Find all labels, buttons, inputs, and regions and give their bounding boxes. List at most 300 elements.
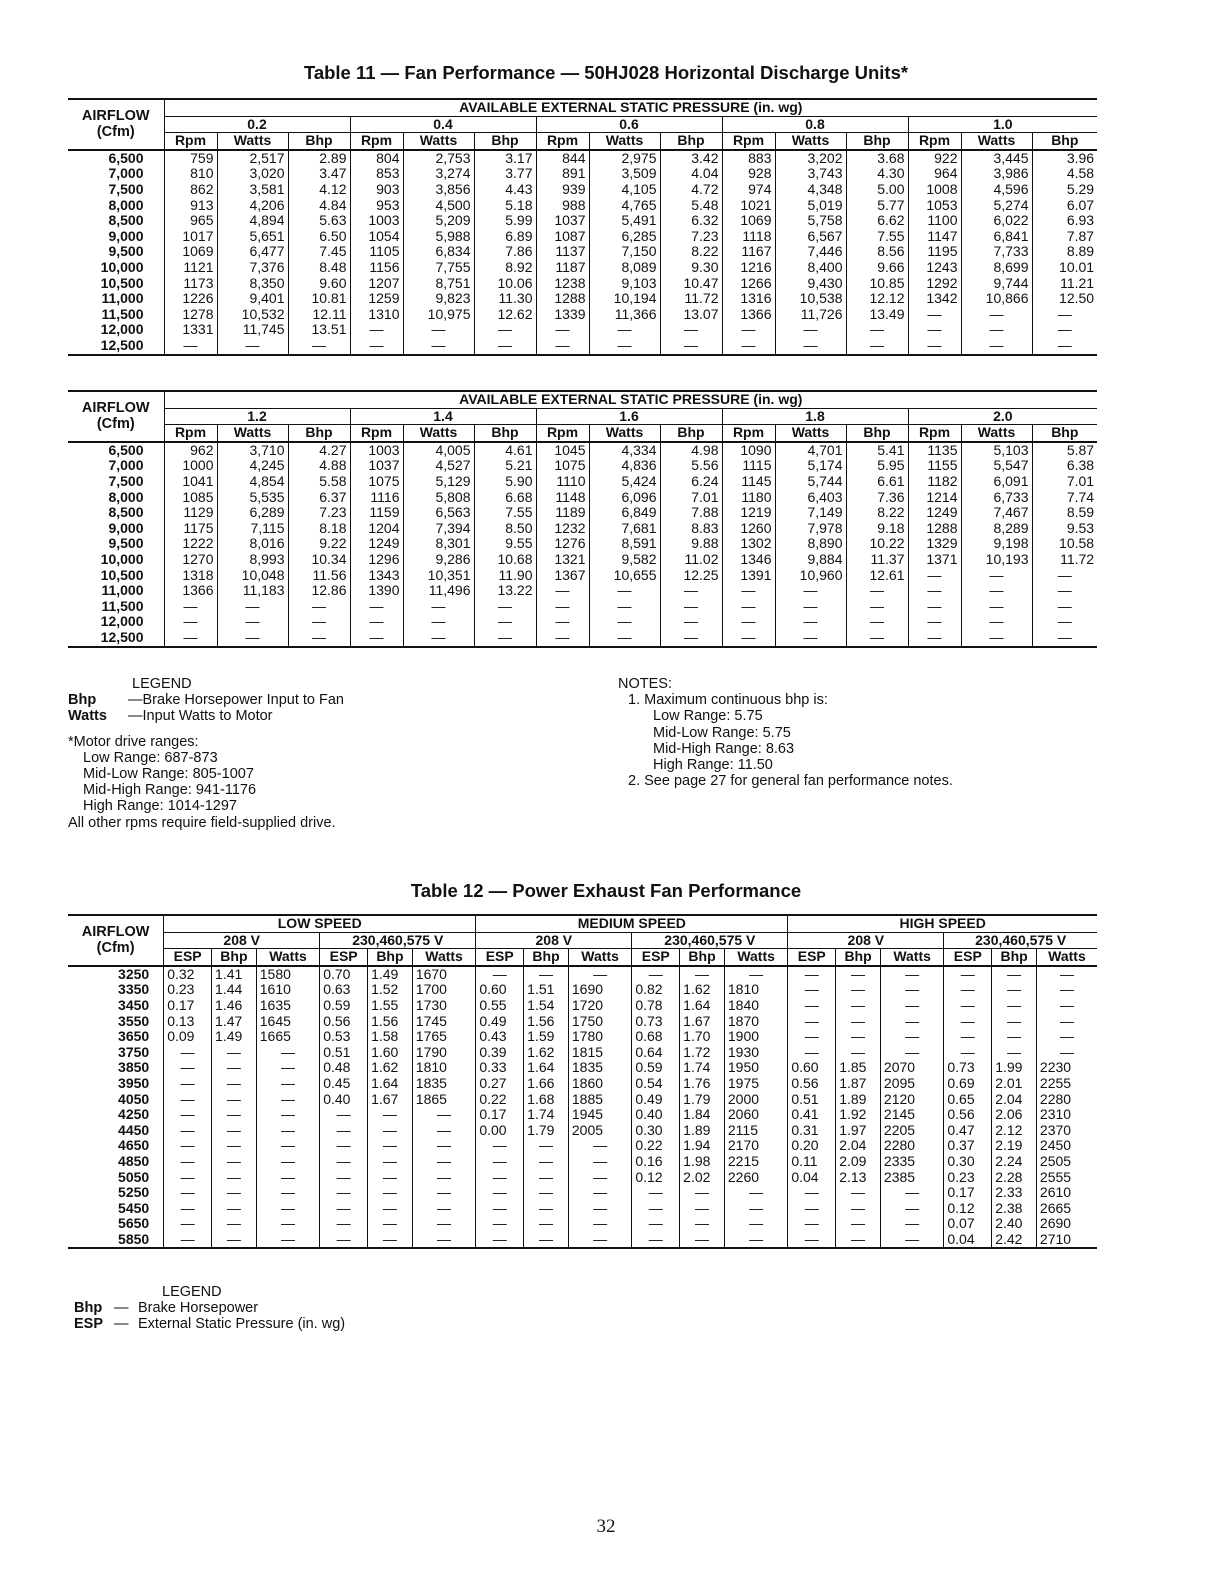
legend-title: LEGEND: [132, 676, 192, 692]
data-cell: —: [256, 1154, 319, 1170]
data-cell: 1226: [164, 291, 217, 307]
data-cell: 1.60: [368, 1045, 413, 1061]
data-cell: 939: [536, 182, 589, 198]
data-cell: —: [1032, 568, 1097, 584]
data-cell: —: [403, 614, 474, 630]
data-cell: 8,089: [589, 260, 660, 276]
data-cell: 1810: [724, 982, 787, 998]
data-cell: 12.62: [474, 307, 536, 323]
data-cell: 2450: [1036, 1138, 1097, 1154]
data-cell: 5.63: [288, 213, 350, 229]
data-cell: 0.22: [632, 1138, 680, 1154]
airflow-cell: 4650: [118, 1138, 150, 1154]
data-cell: —: [217, 338, 288, 355]
data-cell: —: [212, 1076, 257, 1092]
data-cell: 8.18: [288, 521, 350, 537]
data-cell: —: [524, 1201, 569, 1217]
data-cell: 4,836: [589, 458, 660, 474]
data-cell: 4,245: [217, 458, 288, 474]
data-cell: 6.89: [474, 229, 536, 245]
data-cell: —: [368, 1216, 413, 1232]
data-cell: 1167: [722, 244, 775, 260]
data-cell: —: [403, 338, 474, 355]
airflow-cell: 5850: [68, 1232, 164, 1249]
legend-item: ESP — External Static Pressure (in. wg): [74, 1316, 346, 1333]
data-cell: 1339: [536, 307, 589, 323]
note-1-item: High Range: 11.50: [653, 757, 773, 774]
data-cell: 8,016: [217, 536, 288, 552]
data-cell: —: [256, 1123, 319, 1139]
data-cell: 1069: [164, 244, 217, 260]
data-cell: 2230: [1036, 1060, 1097, 1076]
data-cell: —: [350, 614, 403, 630]
data-cell: —: [992, 982, 1037, 998]
data-cell: 1.64: [524, 1060, 569, 1076]
data-cell: —: [632, 1232, 680, 1249]
data-cell: 8,301: [403, 536, 474, 552]
data-cell: 0.23: [944, 1170, 992, 1186]
data-cell: —: [660, 583, 722, 599]
data-cell: —: [212, 1138, 257, 1154]
airflow-cell: 4050: [118, 1091, 150, 1107]
data-cell: —: [368, 1138, 413, 1154]
data-cell: 0.13: [164, 1014, 212, 1030]
column-header-bhp: Bhp: [660, 133, 722, 150]
table-row: [68, 229, 1097, 245]
data-cell: 1.56: [368, 1014, 413, 1030]
data-cell: 8.89: [1032, 244, 1097, 260]
data-cell: 1.59: [524, 1029, 569, 1045]
data-cell: 1.41: [212, 966, 257, 983]
data-cell: 10.34: [288, 552, 350, 568]
data-cell: —: [836, 1185, 881, 1201]
data-cell: 9,103: [589, 276, 660, 292]
data-cell: 1930: [724, 1045, 787, 1061]
column-header-rpm: Rpm: [164, 133, 217, 150]
table-row: [68, 568, 1097, 584]
data-cell: 1.94: [680, 1138, 725, 1154]
data-cell: 1665: [256, 1029, 319, 1045]
data-cell: —: [961, 338, 1032, 355]
table-row: [68, 150, 1097, 167]
airflow-header: AIRFLOW (Cfm): [68, 915, 164, 966]
voltage-header: 208 V: [788, 932, 944, 949]
data-cell: 9.60: [288, 276, 350, 292]
data-cell: —: [1036, 998, 1097, 1014]
data-cell: —: [788, 1029, 836, 1045]
data-cell: —: [368, 1154, 413, 1170]
data-cell: 1259: [350, 291, 403, 307]
data-cell: —: [836, 998, 881, 1014]
data-cell: —: [944, 1045, 992, 1061]
data-cell: 2.40: [992, 1216, 1037, 1232]
data-cell: —: [568, 1154, 631, 1170]
data-cell: 1037: [536, 213, 589, 229]
data-cell: 0.17: [944, 1185, 992, 1201]
airflow-cell: 8,500: [108, 213, 144, 229]
column-header-rpm: Rpm: [908, 133, 961, 150]
column-header-watts: Watts: [403, 133, 474, 150]
data-cell: 0.56: [788, 1076, 836, 1092]
data-cell: —: [524, 1170, 569, 1186]
data-cell: 4,701: [775, 442, 846, 459]
data-cell: 1635: [256, 998, 319, 1014]
data-cell: 0.00: [476, 1123, 524, 1139]
data-cell: —: [474, 599, 536, 615]
data-cell: 0.55: [476, 998, 524, 1014]
data-cell: 759: [164, 150, 217, 167]
data-cell: —: [788, 982, 836, 998]
data-cell: 10,048: [217, 568, 288, 584]
data-cell: 2310: [1036, 1107, 1097, 1123]
data-cell: 6,841: [961, 229, 1032, 245]
data-cell: —: [256, 1170, 319, 1186]
data-cell: —: [412, 1216, 476, 1232]
data-cell: 1690: [568, 982, 631, 998]
data-cell: —: [536, 322, 589, 338]
data-cell: —: [775, 338, 846, 355]
data-cell: 4,527: [403, 458, 474, 474]
data-cell: —: [476, 1201, 524, 1217]
table-row: [68, 583, 1097, 599]
data-cell: 1610: [256, 982, 319, 998]
data-cell: —: [212, 1092, 257, 1108]
data-cell: 7,149: [775, 505, 846, 521]
data-cell: —: [212, 1107, 257, 1123]
table-row: [68, 1216, 1097, 1232]
data-cell: 1900: [724, 1029, 787, 1045]
airflow-cell: 3350: [118, 982, 150, 998]
data-cell: 11.72: [660, 291, 722, 307]
column-header-rpm: Rpm: [350, 133, 403, 150]
data-cell: 1835: [412, 1076, 476, 1092]
data-cell: —: [589, 599, 660, 615]
table-row: [68, 1138, 1097, 1154]
data-cell: 8,400: [775, 260, 846, 276]
data-cell: 1008: [908, 182, 961, 198]
data-cell: 1865: [412, 1092, 476, 1108]
data-cell: —: [368, 1201, 413, 1217]
data-cell: 0.70: [320, 966, 368, 983]
legend-item: Bhp — Brake Horsepower: [74, 1300, 259, 1317]
data-cell: 2.19: [992, 1138, 1037, 1154]
data-cell: —: [788, 998, 836, 1014]
data-cell: 8,350: [217, 276, 288, 292]
data-cell: —: [722, 583, 775, 599]
esp-header: AVAILABLE EXTERNAL STATIC PRESSURE (in. wg): [164, 391, 1097, 408]
data-cell: 6,477: [217, 244, 288, 260]
notes-title: NOTES:: [618, 676, 672, 692]
data-cell: 11.72: [1032, 552, 1097, 568]
data-cell: 0.17: [164, 998, 212, 1014]
airflow-cell: 10,000: [100, 259, 144, 275]
data-cell: 6.62: [846, 213, 908, 229]
data-cell: —: [660, 338, 722, 355]
data-cell: 1045: [536, 442, 589, 459]
data-cell: 1391: [722, 568, 775, 584]
airflow-cell: 7,000: [108, 166, 144, 182]
data-cell: —: [632, 1185, 680, 1201]
data-cell: —: [350, 338, 403, 355]
data-cell: 1.58: [368, 1029, 413, 1045]
column-header-bhp: Bhp: [680, 949, 725, 966]
data-cell: 8,993: [217, 552, 288, 568]
data-cell: 6.32: [660, 213, 722, 229]
column-header-rpm: Rpm: [722, 133, 775, 150]
data-cell: —: [724, 1185, 787, 1201]
column-header-bhp: Bhp: [846, 425, 908, 442]
data-cell: —: [724, 1201, 787, 1217]
data-cell: 0.82: [632, 982, 680, 998]
data-cell: —: [476, 966, 524, 983]
data-cell: 1276: [536, 536, 589, 552]
data-cell: 965: [164, 213, 217, 229]
airflow-cell: 3750: [118, 1044, 150, 1060]
pressure-header: 1.0: [908, 116, 1097, 133]
data-cell: —: [212, 1232, 257, 1249]
table12-title: Table 12 — Power Exhaust Fan Performance: [410, 880, 802, 901]
data-cell: 9,582: [589, 552, 660, 568]
data-cell: 2170: [724, 1138, 787, 1154]
column-header-watts: Watts: [589, 133, 660, 150]
data-cell: 11.56: [288, 568, 350, 584]
data-cell: 10.68: [474, 552, 536, 568]
data-cell: 1249: [908, 505, 961, 521]
data-cell: 7,150: [589, 244, 660, 260]
data-cell: 1.72: [680, 1045, 725, 1061]
airflow-cell: 9,500: [108, 244, 144, 260]
table-row: [68, 1107, 1097, 1123]
column-header-bhp: Bhp: [836, 949, 881, 966]
data-cell: 1.67: [368, 1092, 413, 1108]
data-cell: —: [589, 583, 660, 599]
data-cell: 8.83: [660, 521, 722, 537]
data-cell: 10,866: [961, 291, 1032, 307]
data-cell: —: [880, 1185, 943, 1201]
table-row: [68, 614, 1097, 630]
data-cell: 1.92: [836, 1107, 881, 1123]
column-header-rpm: Rpm: [350, 425, 403, 442]
data-cell: 1.52: [368, 982, 413, 998]
data-cell: 9,884: [775, 552, 846, 568]
airflow-cell: 5050: [118, 1169, 150, 1185]
data-cell: —: [880, 1029, 943, 1045]
data-cell: 1390: [350, 583, 403, 599]
data-cell: —: [164, 1138, 212, 1154]
data-cell: 4.88: [288, 458, 350, 474]
data-cell: 9.55: [474, 536, 536, 552]
data-cell: —: [660, 322, 722, 338]
data-cell: 2.33: [992, 1185, 1037, 1201]
data-cell: 0.04: [788, 1170, 836, 1186]
data-cell: 1975: [724, 1076, 787, 1092]
data-cell: 1219: [722, 505, 775, 521]
column-header-watts: Watts: [775, 133, 846, 150]
data-cell: —: [961, 614, 1032, 630]
data-cell: 9.30: [660, 260, 722, 276]
data-cell: 1243: [908, 260, 961, 276]
data-cell: —: [403, 599, 474, 615]
column-header-bhp: Bhp: [992, 949, 1037, 966]
data-cell: —: [908, 599, 961, 615]
data-cell: 0.65: [944, 1092, 992, 1108]
data-cell: 1180: [722, 490, 775, 506]
data-cell: —: [536, 338, 589, 355]
data-cell: —: [217, 599, 288, 615]
data-cell: —: [944, 1014, 992, 1030]
airflow-cell: 12,000: [100, 614, 144, 630]
data-cell: 8,591: [589, 536, 660, 552]
data-cell: 1021: [722, 198, 775, 214]
data-cell: 4.43: [474, 182, 536, 198]
data-cell: 1.68: [524, 1092, 569, 1108]
data-cell: —: [836, 1201, 881, 1217]
column-header-esp: ESP: [944, 949, 992, 966]
data-cell: —: [1036, 966, 1097, 983]
data-cell: —: [164, 1092, 212, 1108]
data-cell: 5,424: [589, 474, 660, 490]
data-cell: 4,206: [217, 198, 288, 214]
data-cell: 0.22: [476, 1092, 524, 1108]
data-cell: 1105: [350, 244, 403, 260]
data-cell: 1.62: [524, 1045, 569, 1061]
airflow-cell: 12,500: [68, 630, 164, 647]
data-cell: 0.40: [320, 1092, 368, 1108]
data-cell: 1342: [908, 291, 961, 307]
data-cell: 6,849: [589, 505, 660, 521]
motor-drive-range: Mid-Low Range: 805-1007: [83, 766, 254, 783]
data-cell: —: [908, 630, 961, 647]
data-cell: 12.25: [660, 568, 722, 584]
data-cell: 12.86: [288, 583, 350, 599]
data-cell: 0.53: [320, 1029, 368, 1045]
data-cell: 9,744: [961, 276, 1032, 292]
data-cell: 0.41: [788, 1107, 836, 1123]
motor-drive-heading: *Motor drive ranges:: [68, 733, 199, 750]
data-cell: 1.66: [524, 1076, 569, 1092]
data-cell: —: [256, 1185, 319, 1201]
data-cell: 0.54: [632, 1076, 680, 1092]
airflow-cell: 10,000: [100, 551, 144, 567]
table-row: [68, 291, 1097, 307]
data-cell: 7.86: [474, 244, 536, 260]
data-cell: —: [350, 630, 403, 647]
data-cell: 3,743: [775, 166, 846, 182]
airflow-cell: 7,000: [108, 458, 144, 474]
data-cell: 5,491: [589, 213, 660, 229]
data-cell: —: [474, 630, 536, 647]
data-cell: 11.21: [1032, 276, 1097, 292]
data-cell: —: [412, 1232, 476, 1249]
data-cell: 1.62: [680, 982, 725, 998]
data-cell: —: [788, 1045, 836, 1061]
data-cell: —: [320, 1216, 368, 1232]
data-cell: —: [536, 630, 589, 647]
data-cell: —: [320, 1138, 368, 1154]
motor-drive-range: Mid-High Range: 941-1176: [83, 782, 257, 799]
data-cell: 5.00: [846, 182, 908, 198]
column-header-watts: Watts: [403, 425, 474, 442]
data-cell: —: [961, 599, 1032, 615]
data-cell: 0.31: [788, 1123, 836, 1139]
data-cell: 6.07: [1032, 198, 1097, 214]
data-cell: 0.12: [632, 1170, 680, 1186]
data-cell: 2.12: [992, 1123, 1037, 1139]
data-cell: 1.76: [680, 1076, 725, 1092]
data-cell: 11,745: [217, 322, 288, 338]
data-cell: 1316: [722, 291, 775, 307]
airflow-cell: 3450: [118, 997, 150, 1013]
airflow-cell: 7,500: [108, 181, 144, 197]
data-cell: 1075: [350, 474, 403, 490]
data-cell: 0.49: [632, 1092, 680, 1108]
column-header-esp: ESP: [476, 949, 524, 966]
data-cell: 1173: [164, 276, 217, 292]
data-cell: —: [724, 966, 787, 983]
data-cell: 3,509: [589, 166, 660, 182]
data-cell: 7.87: [1032, 229, 1097, 245]
pressure-header: 0.8: [722, 116, 908, 133]
data-cell: 1129: [164, 505, 217, 521]
data-cell: 8.92: [474, 260, 536, 276]
data-cell: 1790: [412, 1045, 476, 1061]
column-header-bhp: Bhp: [1032, 133, 1097, 150]
data-cell: 5,129: [403, 474, 474, 490]
data-cell: 4,348: [775, 182, 846, 198]
data-cell: 7,446: [775, 244, 846, 260]
data-cell: 13.51: [288, 322, 350, 338]
data-cell: 8,890: [775, 536, 846, 552]
data-cell: 1.99: [992, 1060, 1037, 1076]
data-cell: 3.96: [1032, 150, 1097, 167]
data-cell: 2.06: [992, 1107, 1037, 1123]
data-cell: 2385: [880, 1170, 943, 1186]
table-row: [68, 338, 1097, 355]
data-cell: 3.17: [474, 150, 536, 167]
column-header-bhp: Bhp: [288, 133, 350, 150]
data-cell: —: [836, 1045, 881, 1061]
airflow-cell: 12,000: [100, 322, 144, 338]
data-cell: 1249: [350, 536, 403, 552]
data-cell: —: [775, 583, 846, 599]
pressure-header: 1.6: [536, 408, 722, 425]
data-cell: —: [164, 1170, 212, 1186]
data-cell: —: [961, 322, 1032, 338]
data-cell: 0.32: [164, 966, 212, 983]
data-cell: 7.74: [1032, 490, 1097, 506]
data-cell: —: [403, 322, 474, 338]
data-cell: 1135: [908, 442, 961, 459]
data-cell: 5,547: [961, 458, 1032, 474]
table-row: [68, 166, 1097, 182]
data-cell: 2255: [1036, 1076, 1097, 1092]
data-cell: 1.56: [524, 1014, 569, 1030]
data-cell: 6.68: [474, 490, 536, 506]
note-1: 1. Maximum continuous bhp is:: [628, 692, 828, 709]
esp-header: AVAILABLE EXTERNAL STATIC PRESSURE (in. wg): [164, 99, 1097, 116]
data-cell: —: [908, 307, 961, 323]
data-cell: 4.61: [474, 442, 536, 459]
table11-title: Table 11 — Fan Performance — 50HJ028 Horizontal Discharge Units*: [303, 62, 909, 83]
airflow-cell: 6,500: [108, 441, 144, 458]
table11-part2: [68, 390, 1097, 648]
data-cell: 1720: [568, 998, 631, 1014]
pressure-header: 1.8: [722, 408, 908, 425]
data-cell: —: [880, 1014, 943, 1030]
motor-drive-footer: All other rpms require field-supplied drive.: [68, 814, 336, 831]
table-row: [68, 1185, 1097, 1201]
data-cell: 0.30: [632, 1123, 680, 1139]
